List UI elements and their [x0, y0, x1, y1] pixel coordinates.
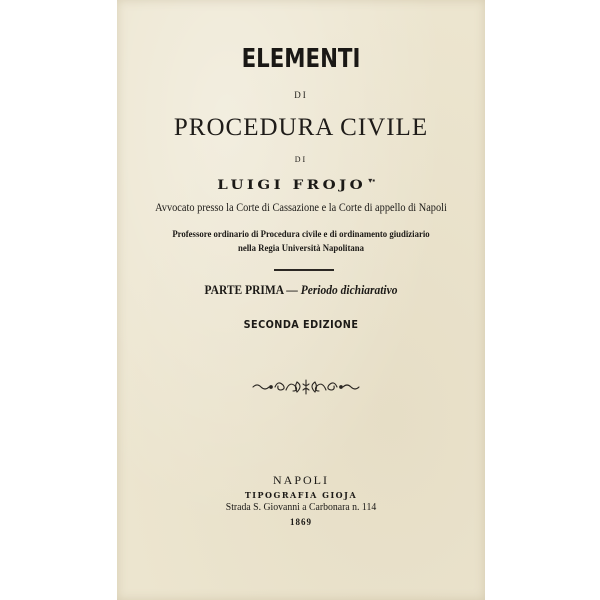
author-affiliation-2: Professore ordinario di Procedura civile e di ordinamento giudiziario — [172, 230, 430, 240]
author-line — [117, 176, 485, 194]
imprint-address: Strada S. Giovanni a Carbonara n. 114 — [225, 502, 377, 513]
author-connector-di: DI — [294, 155, 308, 164]
author-stamp-mark: ▾▪ — [368, 176, 376, 185]
author-affiliation-1: Avvocato presso la Corte di Cassazione e la Corte di appello di Napoli — [155, 202, 447, 214]
edition-label: SECONDA EDIZIONE — [243, 318, 359, 331]
author-affiliation-3: nella Regia Università Napolitana — [237, 244, 365, 254]
imprint-place: NAPOLI — [273, 473, 329, 487]
book-subtitle: PROCEDURA CIVILE — [173, 114, 429, 141]
title-page — [117, 0, 485, 600]
part-line — [132, 283, 471, 298]
part-label: PARTE PRIMA — — [204, 283, 298, 297]
part-title: Periodo dichiarativo — [300, 283, 398, 297]
book-title: ELEMENTI — [241, 44, 361, 74]
imprint-printer: TIPOGRAFIA GIOJA — [244, 490, 358, 500]
section-divider-rule — [274, 269, 334, 271]
imprint-year: 1869 — [290, 517, 312, 527]
ornament-flourish-icon — [251, 376, 361, 398]
author-name: LUIGI FROJO — [217, 178, 366, 193]
title-connector-di: DI — [294, 90, 308, 100]
